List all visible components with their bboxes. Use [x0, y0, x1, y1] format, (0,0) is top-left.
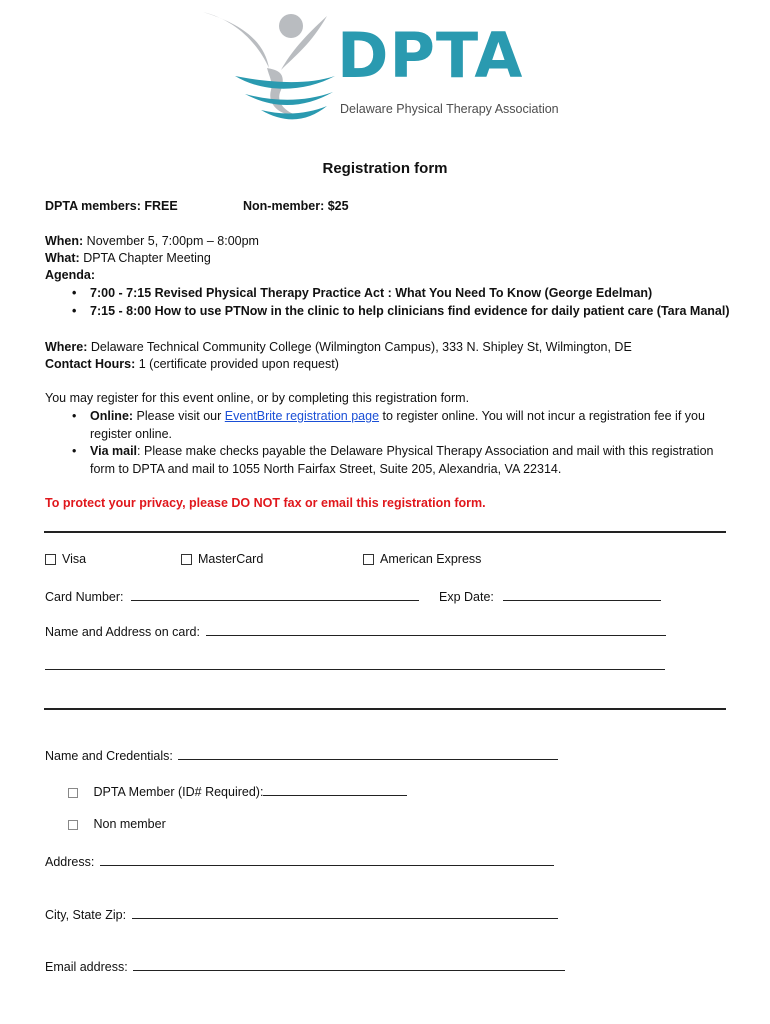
- city-state-zip-row: [45, 905, 558, 922]
- card-number-label: Card Number:: [45, 590, 124, 604]
- card-address-field[interactable]: [206, 622, 666, 636]
- event-what: [45, 250, 211, 268]
- logo-subtitle: Delaware Physical Therapy Association: [340, 102, 559, 116]
- mastercard-checkbox[interactable]: [181, 554, 192, 565]
- name-credentials-field[interactable]: [178, 746, 558, 760]
- what-value: DPTA Chapter Meeting: [79, 251, 211, 265]
- online-option: • Online: Please visit our EventBrite registration page to register online. You will not incur a registration fee if you: [64, 408, 713, 426]
- dpta-member-label: DPTA Member (ID# Required):: [93, 785, 264, 799]
- city-state-zip-field[interactable]: [132, 905, 558, 919]
- exp-date-label: Exp Date:: [439, 590, 494, 604]
- agenda-item: • 7:15 - 8:00 How to use PTNow in the clinic to help clinicians find evidence for daily patient care (Tara Manal): [64, 303, 730, 321]
- registration-intro: You may register for this event online, or by completing this registration form.: [45, 391, 470, 405]
- card-address-label: Name and Address on card:: [45, 625, 200, 639]
- dpta-logo: [195, 6, 575, 126]
- when-value: November 5, 7:00pm – 8:00pm: [83, 234, 259, 248]
- privacy-warning: To protect your privacy, please DO NOT fax or email this registration form.: [45, 496, 486, 510]
- online-option-cont: register online.: [90, 426, 172, 441]
- agenda-item: • 7:00 - 7:15 Revised Physical Therapy Practice Act : What You Need To Know (George Edelman): [64, 285, 730, 303]
- bullet-icon: •: [72, 444, 77, 458]
- visa-option[interactable]: Visa: [45, 552, 86, 566]
- event-where: [45, 339, 632, 357]
- card-address-row: [45, 622, 666, 639]
- nonmember-price: Non-member: $25: [243, 199, 349, 213]
- divider: [44, 531, 726, 533]
- card-number-row: [45, 587, 419, 604]
- address-label: Address:: [45, 855, 95, 869]
- email-label: Email address:: [45, 960, 128, 974]
- card-address-field-line2[interactable]: [45, 656, 665, 670]
- registration-options: [64, 408, 713, 478]
- amex-option[interactable]: American Express: [363, 552, 481, 566]
- when-label: When:: [45, 234, 84, 248]
- amex-checkbox[interactable]: [363, 554, 374, 565]
- logo-wordmark: DPTA: [337, 19, 524, 92]
- eventbrite-link[interactable]: EventBrite registration page: [224, 409, 380, 423]
- non-member-label: Non member: [93, 817, 166, 831]
- city-state-zip-label: City, State Zip:: [45, 908, 127, 922]
- where-value: Delaware Technical Community College (Wilmington Campus), 333 N. Shipley St, Wilmington, DE: [87, 340, 632, 354]
- member-id-field[interactable]: [263, 782, 407, 796]
- bullet-icon: •: [72, 409, 77, 423]
- contact-hours: [45, 356, 339, 374]
- what-label: What:: [45, 251, 80, 265]
- page-title: Registration form: [322, 160, 448, 177]
- email-row: [45, 957, 565, 974]
- hours-label: Contact Hours:: [45, 357, 136, 371]
- dpta-member-checkbox[interactable]: [68, 788, 78, 798]
- where-label: Where:: [45, 340, 88, 354]
- exp-date-row: [439, 587, 661, 604]
- name-credentials-label: Name and Credentials:: [45, 749, 173, 763]
- bullet-icon: •: [72, 303, 77, 318]
- event-when: [45, 233, 259, 251]
- mastercard-option[interactable]: MasterCard: [181, 552, 263, 566]
- mail-option-cont: form to DPTA and mail to 1055 North Fairfax Street, Suite 205, Alexandria, VA 22314.: [90, 461, 562, 476]
- bullet-icon: •: [72, 286, 77, 300]
- non-member-checkbox[interactable]: [68, 820, 78, 830]
- member-price: DPTA members: FREE: [45, 199, 178, 213]
- dpta-member-row: [68, 782, 407, 799]
- name-credentials-row: [45, 746, 558, 763]
- agenda-label: Agenda:: [45, 268, 95, 282]
- mail-option: • Via mail: Please make checks payable the Delaware Physical Therapy Association and mail with this registration: [64, 443, 713, 461]
- email-field[interactable]: [133, 957, 565, 971]
- address-field[interactable]: [100, 852, 554, 866]
- person-figure-icon: [195, 6, 335, 126]
- card-number-field[interactable]: [131, 587, 419, 601]
- hours-value: 1 (certificate provided upon request): [135, 357, 339, 371]
- agenda-list: [64, 285, 730, 320]
- address-row: [45, 852, 554, 869]
- visa-checkbox[interactable]: [45, 554, 56, 565]
- exp-date-field[interactable]: [503, 587, 661, 601]
- non-member-row: [68, 817, 166, 831]
- divider: [44, 708, 726, 710]
